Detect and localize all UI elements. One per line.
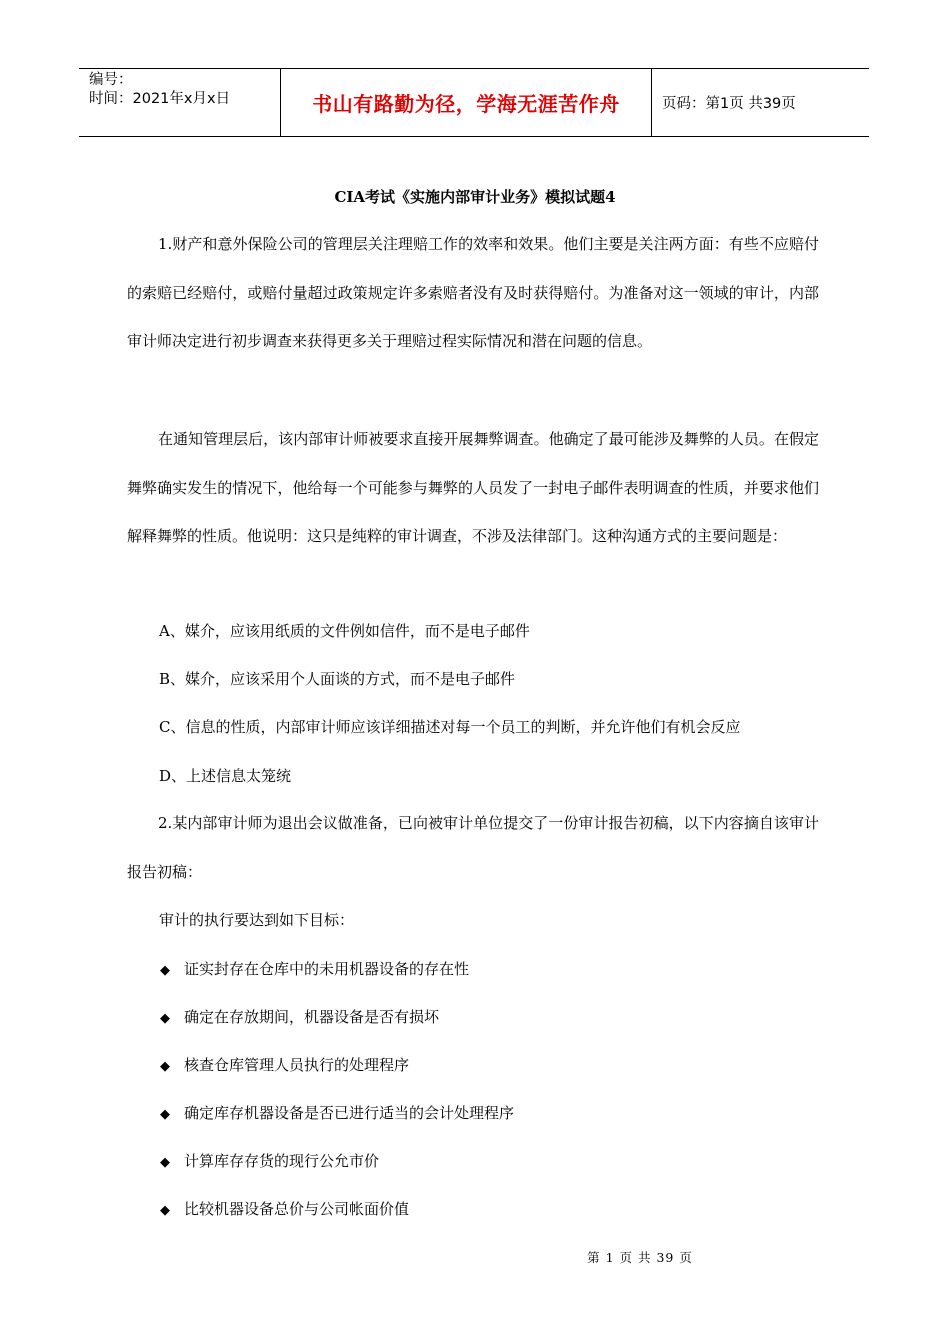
q1-option-a: A、媒介，应该用纸质的文件例如信件，而不是电子邮件 xyxy=(159,622,530,640)
diamond-bullet-icon: ◆ xyxy=(160,1011,170,1026)
q2-bullet-item: ◆ 确定在存放期间，机器设备是否有损坏 xyxy=(160,1008,440,1026)
q1-option-d: D、上述信息太笼统 xyxy=(159,767,292,785)
q1-option-c: C、信息的性质，内部审计师应该详细描述对每一个员工的判断，并允许他们有机会反应 xyxy=(159,718,741,736)
q2-bullet-item: ◆ 确定库存机器设备是否已进行适当的会计处理程序 xyxy=(160,1104,515,1122)
header-motto-cell xyxy=(281,69,652,136)
q2-paragraph-1: 2.某内部审计师为退出会议做准备，已向被审计单位提交了一份审计报告初稿，以下内容摘自该审计报告初稿： xyxy=(127,814,819,881)
header-meta xyxy=(79,69,281,136)
q2-bullet-item: ◆ 比较机器设备总价与公司帐面价值 xyxy=(160,1200,410,1218)
number-label: 编号： xyxy=(89,72,133,88)
q2-bullet-item: ◆ 证实封存在仓库中的未用机器设备的存在性 xyxy=(160,960,470,978)
q2-bullet-item: ◆ 计算库存存货的现行公允市价 xyxy=(160,1152,380,1170)
page-footer: 第 1 页 共 39 页 xyxy=(587,1250,693,1265)
q1-option-b: B、媒介，应该采用个人面谈的方式，而不是电子邮件 xyxy=(159,670,516,688)
motto: 书山有路勤为径，学海无涯苦作舟 xyxy=(312,92,620,116)
diamond-bullet-icon: ◆ xyxy=(160,963,170,978)
q1-paragraph-1: 1.财产和意外保险公司的管理层关注理赔工作的效率和效果。他们主要是关注两方面：有些不应赔付的索赔已经赔付，或赔付量超过政策规定许多索赔者没有及时获得赔付。为准备对这一领域的审计，内部审计师决定进行初步调查来获得更多关于理赔过程实际情况和潜在问题的信息。 xyxy=(127,235,819,350)
header-page-info xyxy=(652,69,869,136)
q2-intro: 审计的执行要达到如下目标： xyxy=(159,911,355,929)
q1-paragraph-2: 在通知管理层后，该内部审计师被要求直接开展舞弊调查。他确定了最可能涉及舞弊的人员。在假定舞弊确实发生的情况下，他给每一个可能参与舞弊的人员发了一封电子邮件表明调查的性质，并要求他们解释舞弊的性质。他说明：这只是纯粹的审计调查，不涉及法律部门。这种沟通方式的主要问题是： xyxy=(127,430,819,545)
page-info: 页码：第1页 共39页 xyxy=(662,96,796,112)
diamond-bullet-icon: ◆ xyxy=(160,1059,170,1074)
q2-bullet-item: ◆ 核查仓库管理人员执行的处理程序 xyxy=(160,1056,410,1074)
diamond-bullet-icon: ◆ xyxy=(160,1155,170,1170)
diamond-bullet-icon: ◆ xyxy=(160,1107,170,1122)
document-title: CIA考试《实施内部审计业务》模拟试题4 xyxy=(334,188,616,206)
diamond-bullet-icon: ◆ xyxy=(160,1203,170,1218)
document-header xyxy=(79,68,869,137)
time-label: 时间：2021年x月x日 xyxy=(89,91,231,107)
